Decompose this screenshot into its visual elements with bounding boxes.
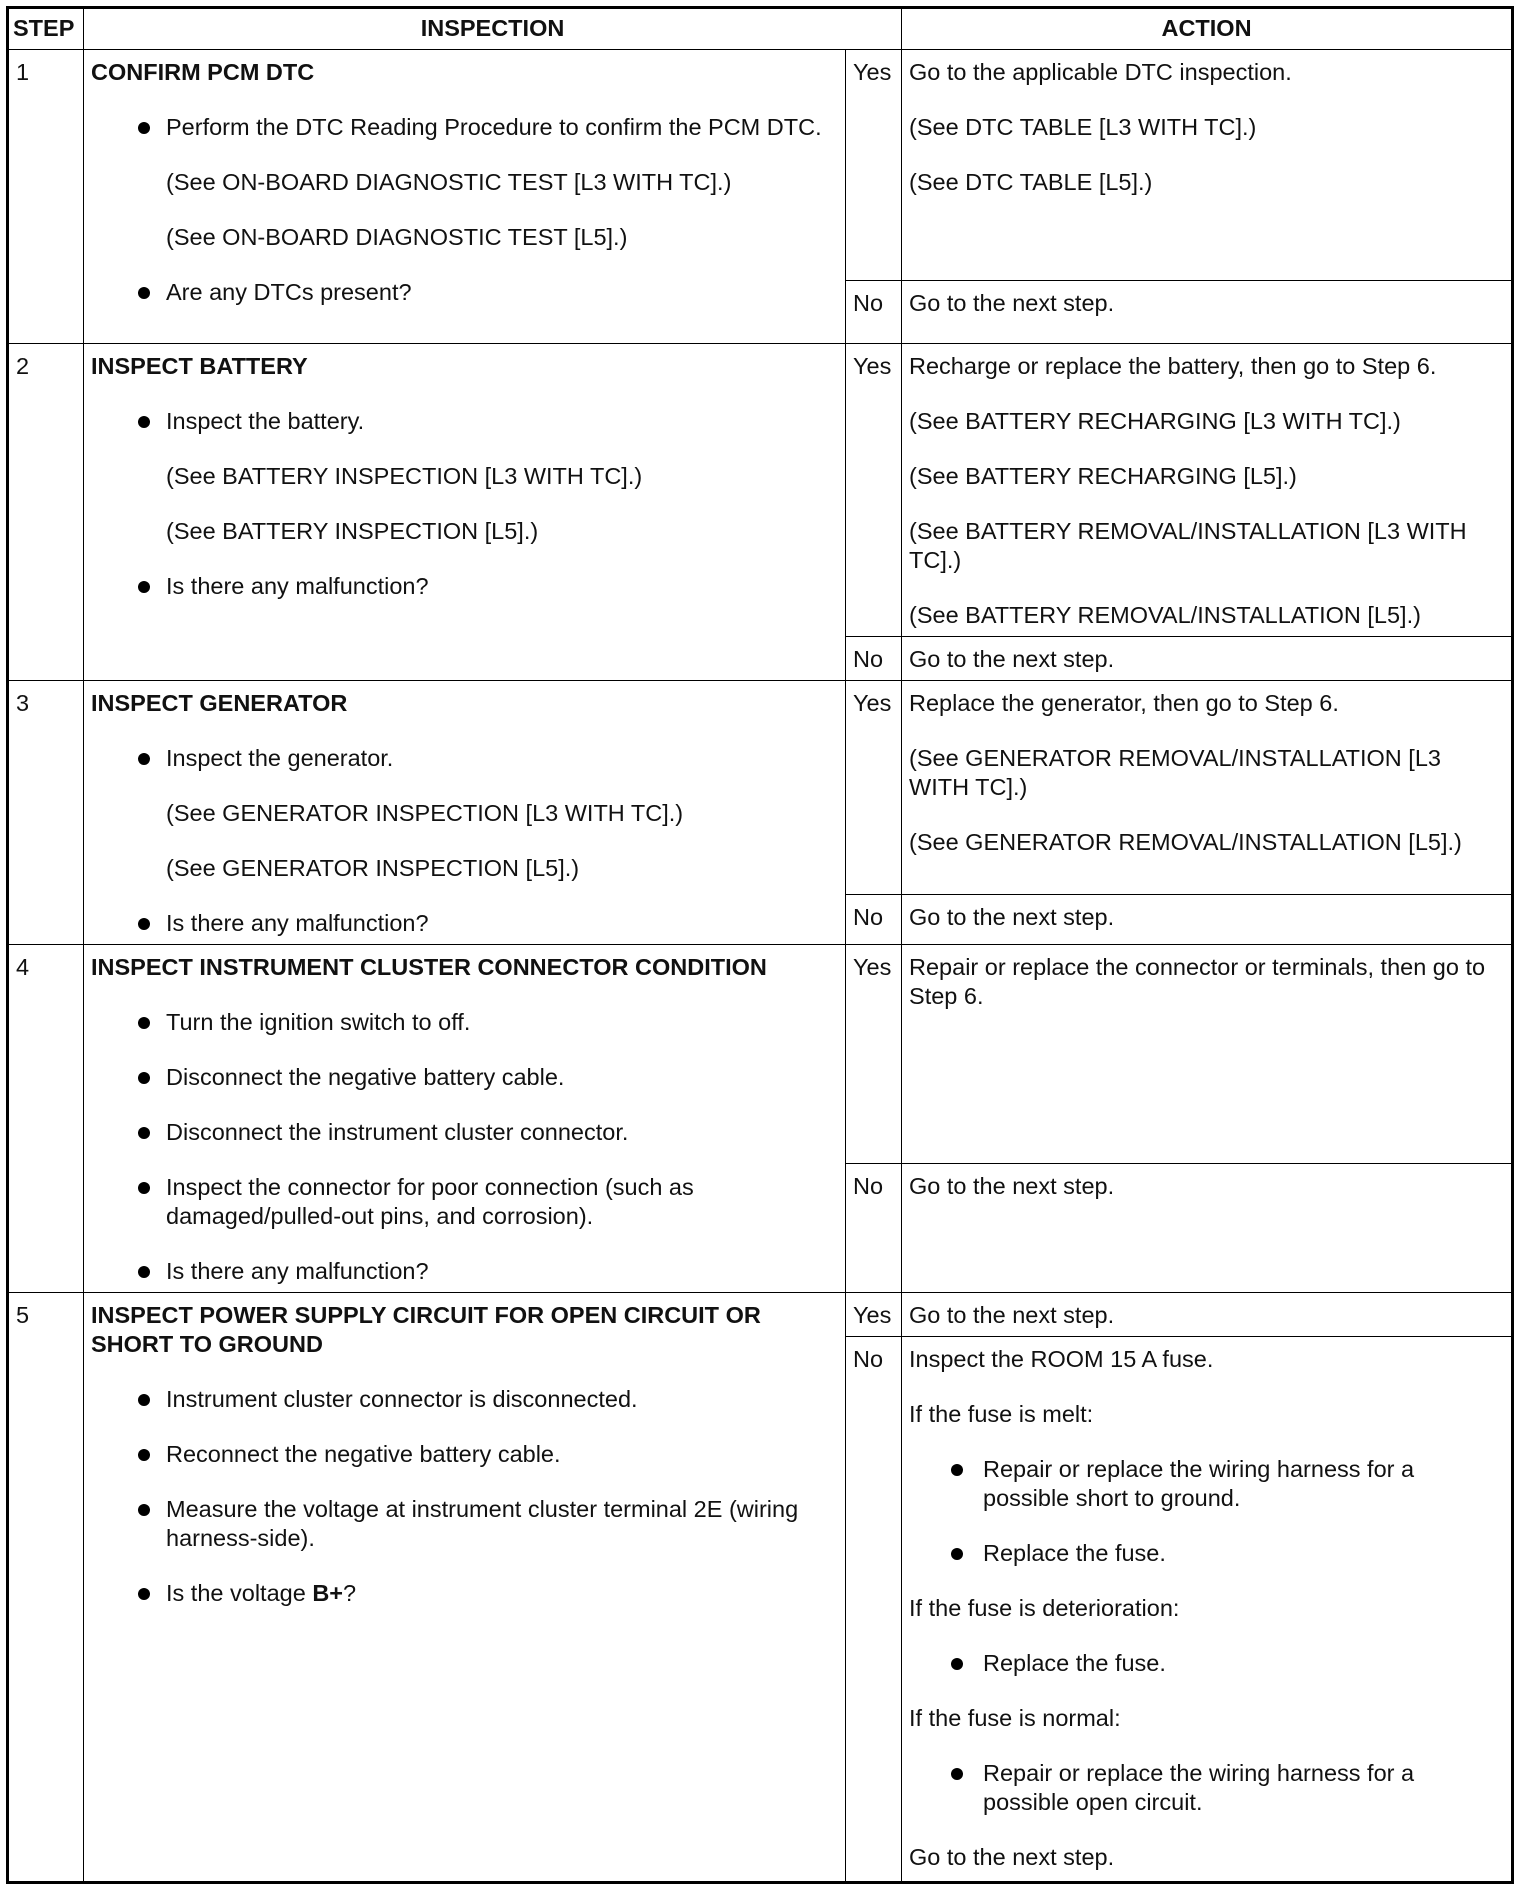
question-text: Is the voltage bbox=[166, 1580, 313, 1606]
step-4-no-label: No bbox=[846, 1164, 902, 1293]
step-1-no-label: No bbox=[846, 281, 902, 344]
action-line: (See DTC TABLE [L3 WITH TC].) bbox=[909, 114, 1257, 140]
step-1-yes-row bbox=[8, 50, 1513, 281]
step-4-inspection bbox=[84, 945, 846, 1293]
step-3-no-action: Go to the next step. bbox=[902, 895, 1513, 945]
step-5-no-action bbox=[902, 1337, 1513, 1883]
action-line: (See GENERATOR REMOVAL/INSTALLATION [L5].) bbox=[909, 829, 1462, 855]
step-2-yes-row bbox=[8, 344, 1513, 637]
step-2-number: 2 bbox=[8, 344, 84, 681]
step-3-yes-action bbox=[902, 681, 1513, 895]
list-item: Repair or replace the wiring harness for a possible open circuit. bbox=[909, 1759, 1504, 1817]
step-3-title: INSPECT GENERATOR bbox=[91, 690, 348, 716]
step-2-no-action: Go to the next step. bbox=[902, 637, 1513, 681]
step-3-reference-2: (See GENERATOR INSPECTION [L5].) bbox=[166, 855, 580, 881]
list-item: Inspect the battery. bbox=[91, 407, 838, 436]
list-item: Reconnect the negative battery cable. bbox=[91, 1440, 838, 1469]
list-item: Replace the fuse. bbox=[909, 1539, 1504, 1568]
normal-actions bbox=[909, 1759, 1504, 1817]
step-2-yes-label: Yes bbox=[846, 344, 902, 637]
list-item bbox=[91, 1579, 838, 1608]
action-line: Recharge or replace the battery, then go to Step 6. bbox=[909, 353, 1437, 379]
diagnostic-table bbox=[6, 6, 1514, 1884]
condition-normal: If the fuse is normal: bbox=[909, 1705, 1121, 1731]
step-2-reference-1: (See BATTERY INSPECTION [L3 WITH TC].) bbox=[166, 463, 643, 489]
list-item: Is there any malfunction? bbox=[91, 572, 838, 601]
list-item: Inspect the connector for poor connection (such as damaged/pulled-out pins, and corrosion). bbox=[91, 1173, 838, 1231]
action-line: (See DTC TABLE [L5].) bbox=[909, 169, 1153, 195]
step-4-title: INSPECT INSTRUMENT CLUSTER CONNECTOR CONDITION bbox=[91, 954, 767, 980]
condition-deterioration: If the fuse is deterioration: bbox=[909, 1595, 1180, 1621]
step-column-header: STEP bbox=[8, 8, 84, 50]
step-1-reference-1: (See ON-BOARD DIAGNOSTIC TEST [L3 WITH TC].) bbox=[166, 169, 732, 195]
step-2-bullets bbox=[91, 407, 838, 436]
list-item: Is there any malfunction? bbox=[91, 1257, 838, 1286]
list-item: Replace the fuse. bbox=[909, 1649, 1504, 1678]
list-item: Is there any malfunction? bbox=[91, 909, 838, 938]
step-1-reference-2: (See ON-BOARD DIAGNOSTIC TEST [L5].) bbox=[166, 224, 628, 250]
step-2-reference-2: (See BATTERY INSPECTION [L5].) bbox=[166, 518, 539, 544]
action-line: Replace the generator, then go to Step 6. bbox=[909, 690, 1339, 716]
step-3-reference-1: (See GENERATOR INSPECTION [L3 WITH TC].) bbox=[166, 800, 684, 826]
question-mark: ? bbox=[343, 1580, 357, 1606]
step-4-yes-row bbox=[8, 945, 1513, 1164]
step-2-inspection bbox=[84, 344, 846, 681]
list-item: Instrument cluster connector is disconnected. bbox=[91, 1385, 838, 1414]
step-1-yes-action bbox=[902, 50, 1513, 281]
step-3-question bbox=[91, 909, 838, 938]
inspection-column-header: INSPECTION bbox=[84, 8, 902, 50]
step-3-yes-label: Yes bbox=[846, 681, 902, 895]
step-2-title: INSPECT BATTERY bbox=[91, 353, 308, 379]
step-4-number: 4 bbox=[8, 945, 84, 1293]
step-2-question bbox=[91, 572, 838, 601]
step-5-yes-action: Go to the next step. bbox=[902, 1293, 1513, 1337]
step-3-bullets bbox=[91, 744, 838, 773]
list-item: Disconnect the instrument cluster connector. bbox=[91, 1118, 838, 1147]
step-4-yes-action: Repair or replace the connector or terminals, then go to Step 6. bbox=[902, 945, 1513, 1164]
step-5-title: INSPECT POWER SUPPLY CIRCUIT FOR OPEN CIRCUIT OR SHORT TO GROUND bbox=[91, 1302, 761, 1357]
step-4-bullets bbox=[91, 1008, 838, 1286]
list-item: Disconnect the negative battery cable. bbox=[91, 1063, 838, 1092]
step-1-inspection bbox=[84, 50, 846, 344]
step-4-yes-label: Yes bbox=[846, 945, 902, 1164]
step-1-no-action: Go to the next step. bbox=[902, 281, 1513, 344]
deterioration-actions bbox=[909, 1649, 1504, 1678]
step-1-question bbox=[91, 278, 838, 307]
step-5-yes-label: Yes bbox=[846, 1293, 902, 1337]
list-item: Repair or replace the wiring harness for a possible short to ground. bbox=[909, 1455, 1504, 1513]
action-line: Inspect the ROOM 15 A fuse. bbox=[909, 1346, 1214, 1372]
voltage-value: B+ bbox=[312, 1580, 344, 1606]
list-item: Measure the voltage at instrument cluster terminal 2E (wiring harness-side). bbox=[91, 1495, 838, 1553]
step-2-no-label: No bbox=[846, 637, 902, 681]
header-row bbox=[8, 8, 1513, 50]
step-5-yes-row bbox=[8, 1293, 1513, 1337]
step-5-number: 5 bbox=[8, 1293, 84, 1883]
list-item: Perform the DTC Reading Procedure to confirm the PCM DTC. bbox=[91, 113, 838, 142]
step-4-no-action: Go to the next step. bbox=[902, 1164, 1513, 1293]
melt-actions bbox=[909, 1455, 1504, 1568]
diagnostic-page bbox=[6, 6, 1511, 1884]
step-5-bullets bbox=[91, 1385, 838, 1608]
condition-melt: If the fuse is melt: bbox=[909, 1401, 1094, 1427]
list-item: Are any DTCs present? bbox=[91, 278, 838, 307]
step-1-title: CONFIRM PCM DTC bbox=[91, 59, 315, 85]
list-item: Turn the ignition switch to off. bbox=[91, 1008, 838, 1037]
action-line: (See BATTERY REMOVAL/INSTALLATION [L3 WITH TC].) bbox=[909, 518, 1467, 573]
step-1-yes-label: Yes bbox=[846, 50, 902, 281]
step-2-yes-action bbox=[902, 344, 1513, 637]
action-line: Go to the next step. bbox=[909, 1844, 1115, 1870]
step-1-bullets bbox=[91, 113, 838, 142]
step-3-number: 3 bbox=[8, 681, 84, 945]
action-line: (See GENERATOR REMOVAL/INSTALLATION [L3 WITH TC].) bbox=[909, 745, 1441, 800]
step-1-number: 1 bbox=[8, 50, 84, 344]
step-3-inspection bbox=[84, 681, 846, 945]
action-line: (See BATTERY RECHARGING [L3 WITH TC].) bbox=[909, 408, 1401, 434]
step-3-yes-row bbox=[8, 681, 1513, 895]
step-5-inspection bbox=[84, 1293, 846, 1883]
list-item: Inspect the generator. bbox=[91, 744, 838, 773]
action-column-header: ACTION bbox=[902, 8, 1513, 50]
action-line: (See BATTERY REMOVAL/INSTALLATION [L5].) bbox=[909, 602, 1421, 628]
step-5-no-label: No bbox=[846, 1337, 902, 1883]
action-line: (See BATTERY RECHARGING [L5].) bbox=[909, 463, 1297, 489]
step-3-no-label: No bbox=[846, 895, 902, 945]
action-line: Go to the applicable DTC inspection. bbox=[909, 59, 1292, 85]
